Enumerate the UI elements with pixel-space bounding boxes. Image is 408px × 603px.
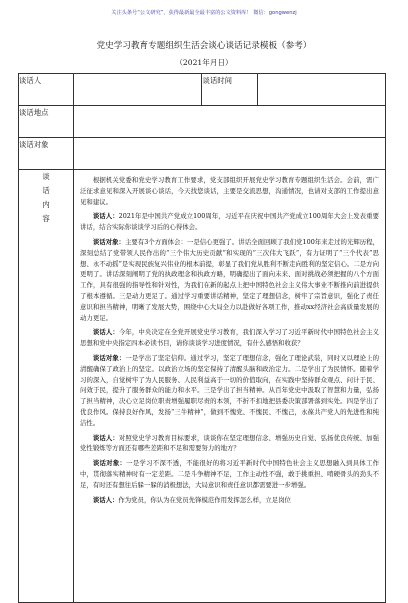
form-row-content [19, 170, 386, 603]
document-title: 党史学习教育专题组织生活会谈心谈话记录模板（参考） [96, 41, 312, 51]
interviewee-label: 谈话对象 [19, 138, 74, 170]
paragraph-text: 根据机关党委和党史学习教育工作要求，党支部组织开展党史学习教育专题组织生活会。会前，需广泛征求意见和深入开展谈心谈话，今天找您谈话，主要是交流思想，沟通情况，也请对支部的工作提出意见和建议。 [80, 176, 379, 206]
speaker-label: 谈话人： [92, 433, 119, 442]
content-label-char: 话 [42, 186, 50, 195]
speaker-label: 谈话对象： [92, 459, 127, 468]
paragraph-text: 一是学习不深不透，不能很好的将习近平新时代中国特色社会主义思想融入到具体工作中，贯彻落实精神时有一定差距。二是斗争精神不足，工作主动性不强，敢于挑重担、啃硬骨头的劲头不足，有时还有想往后躲一躲的消极想法，大局意识和责任意识都需要进一步增强。 [80, 459, 380, 489]
paragraph-text: 作为党员，你认为在党员先锋模范作用发挥怎么样，立足岗位 [118, 495, 291, 504]
place-label: 谈话地点 [19, 106, 74, 138]
content-label [19, 170, 74, 603]
speaker-label: 谈话人： [92, 212, 119, 221]
paragraph-text: 一是学出了坚定信仰。通过学习，坚定了理想信念，强化了理论武装，同时又以理论上的清醒确保了政治上的坚定。以政治立场的坚定保持了清醒头脑和政治定力。二是学出了为民情怀。随着学习的深入，自觉树牢了为人民服务、人民利益高于一切的价值取向，在实践中坚持群众观点、问计于民、问效于民，提升了服务群众的能力和水平。三是学出了担当精神。从百年党史中汲取了智慧和力量，弘扬了担当精神，决心立足岗位职责增强履职尽责的本领，不折不扣地把县委决策部署落到实处。四是学出了优良作风。保持良好作风，发扬“三牛精神”，做到不愧党、不愧民、不愧己，永葆共产党人的先进性和纯洁性。 [80, 353, 379, 427]
form-row-talker [19, 74, 386, 106]
speaker-label: 谈话人： [92, 495, 119, 504]
content-paragraph [80, 211, 379, 233]
paragraph-text: 主要有3个方面体会：一是信心更强了。讲话全面回顾了我们党100年来走过的光辉历程，深刻总结了党带领人民作出的“三个伟大历史贡献”和实现的“三次伟大飞跃”，有力证明了“三个代表”思想、永不动摇”是实现民族复兴伟业的根本前提，彰显了我们党从胜利不断走向胜利的坚定信心。二是方向更明了。讲话深刻阐明了党的执政理念和执政方略，明确提出了面向未来、面对挑战必须把握的八个方面工作，具有很强的指导性和针对性，为我们在新的起点上把中国特色社会主义伟大事业不断推向前进提供了根本遵循。三是动力更足了。通过学习重要讲话精神，坚定了理想信念，树牢了宗旨意识，强化了责任意识和担当精神，明晰了发展大势，围绕中心大局全力以赴做好各项工作，推动xx经济社会高质量发展的动力更足。 [80, 237, 380, 322]
content-paragraph [80, 353, 379, 429]
talker-label: 谈话人 [19, 74, 74, 106]
talker-value-cell[interactable] [74, 74, 202, 106]
document-date: （2021年月日） [175, 58, 233, 67]
content-paragraph [80, 458, 379, 490]
record-form-table [18, 73, 386, 603]
conversation-record [74, 170, 385, 602]
speaker-label: 谈话人： [92, 328, 119, 337]
content-paragraph [80, 433, 379, 455]
content-paragraph [80, 327, 379, 349]
content-label-char: 内 [42, 200, 50, 209]
paragraph-text: 对照党史学习教育目标要求，谈谈你在坚定理想信念、增强历史自觉、弘扬优良传统、加强党性锻炼等方面还有哪些差距和不足和需要努力的地方？ [80, 433, 380, 453]
content-paragraph [80, 237, 379, 323]
paragraph-text: 2021年是中国共产党成立100周年，习近平在庆祝中国共产党成立100周年大会上发表重要讲话，结合实际你谈谈学习后的心得体会。 [80, 212, 379, 232]
paragraph-text: 今年，中央决定在全党开展党史学习教育，我们深入学习了习近平新时代中国特色社会主义思想和党中央指定四本必读书目，请你谈谈学习进度情况，有什么感悟和收获？ [80, 328, 380, 348]
content-cell[interactable] [74, 170, 386, 603]
content-paragraph [80, 175, 379, 207]
speaker-label: 谈话对象： [92, 353, 126, 362]
content-paragraph [80, 495, 379, 506]
content-label-char: 容 [42, 214, 50, 223]
form-row-interviewee [19, 138, 386, 170]
interviewee-value-cell[interactable] [74, 138, 386, 170]
speaker-label: 谈话对象： [92, 237, 125, 246]
form-row-place [19, 106, 386, 138]
time-label: 谈话时间 [202, 74, 257, 106]
header-banner: 关注头条号“公文研究”，获得最新最全最丰富的公文资料库！ 微信：gongwenzj [111, 10, 297, 16]
place-value-cell[interactable] [74, 106, 386, 138]
time-value-cell[interactable] [257, 74, 385, 106]
content-label-char: 谈 [42, 172, 50, 181]
